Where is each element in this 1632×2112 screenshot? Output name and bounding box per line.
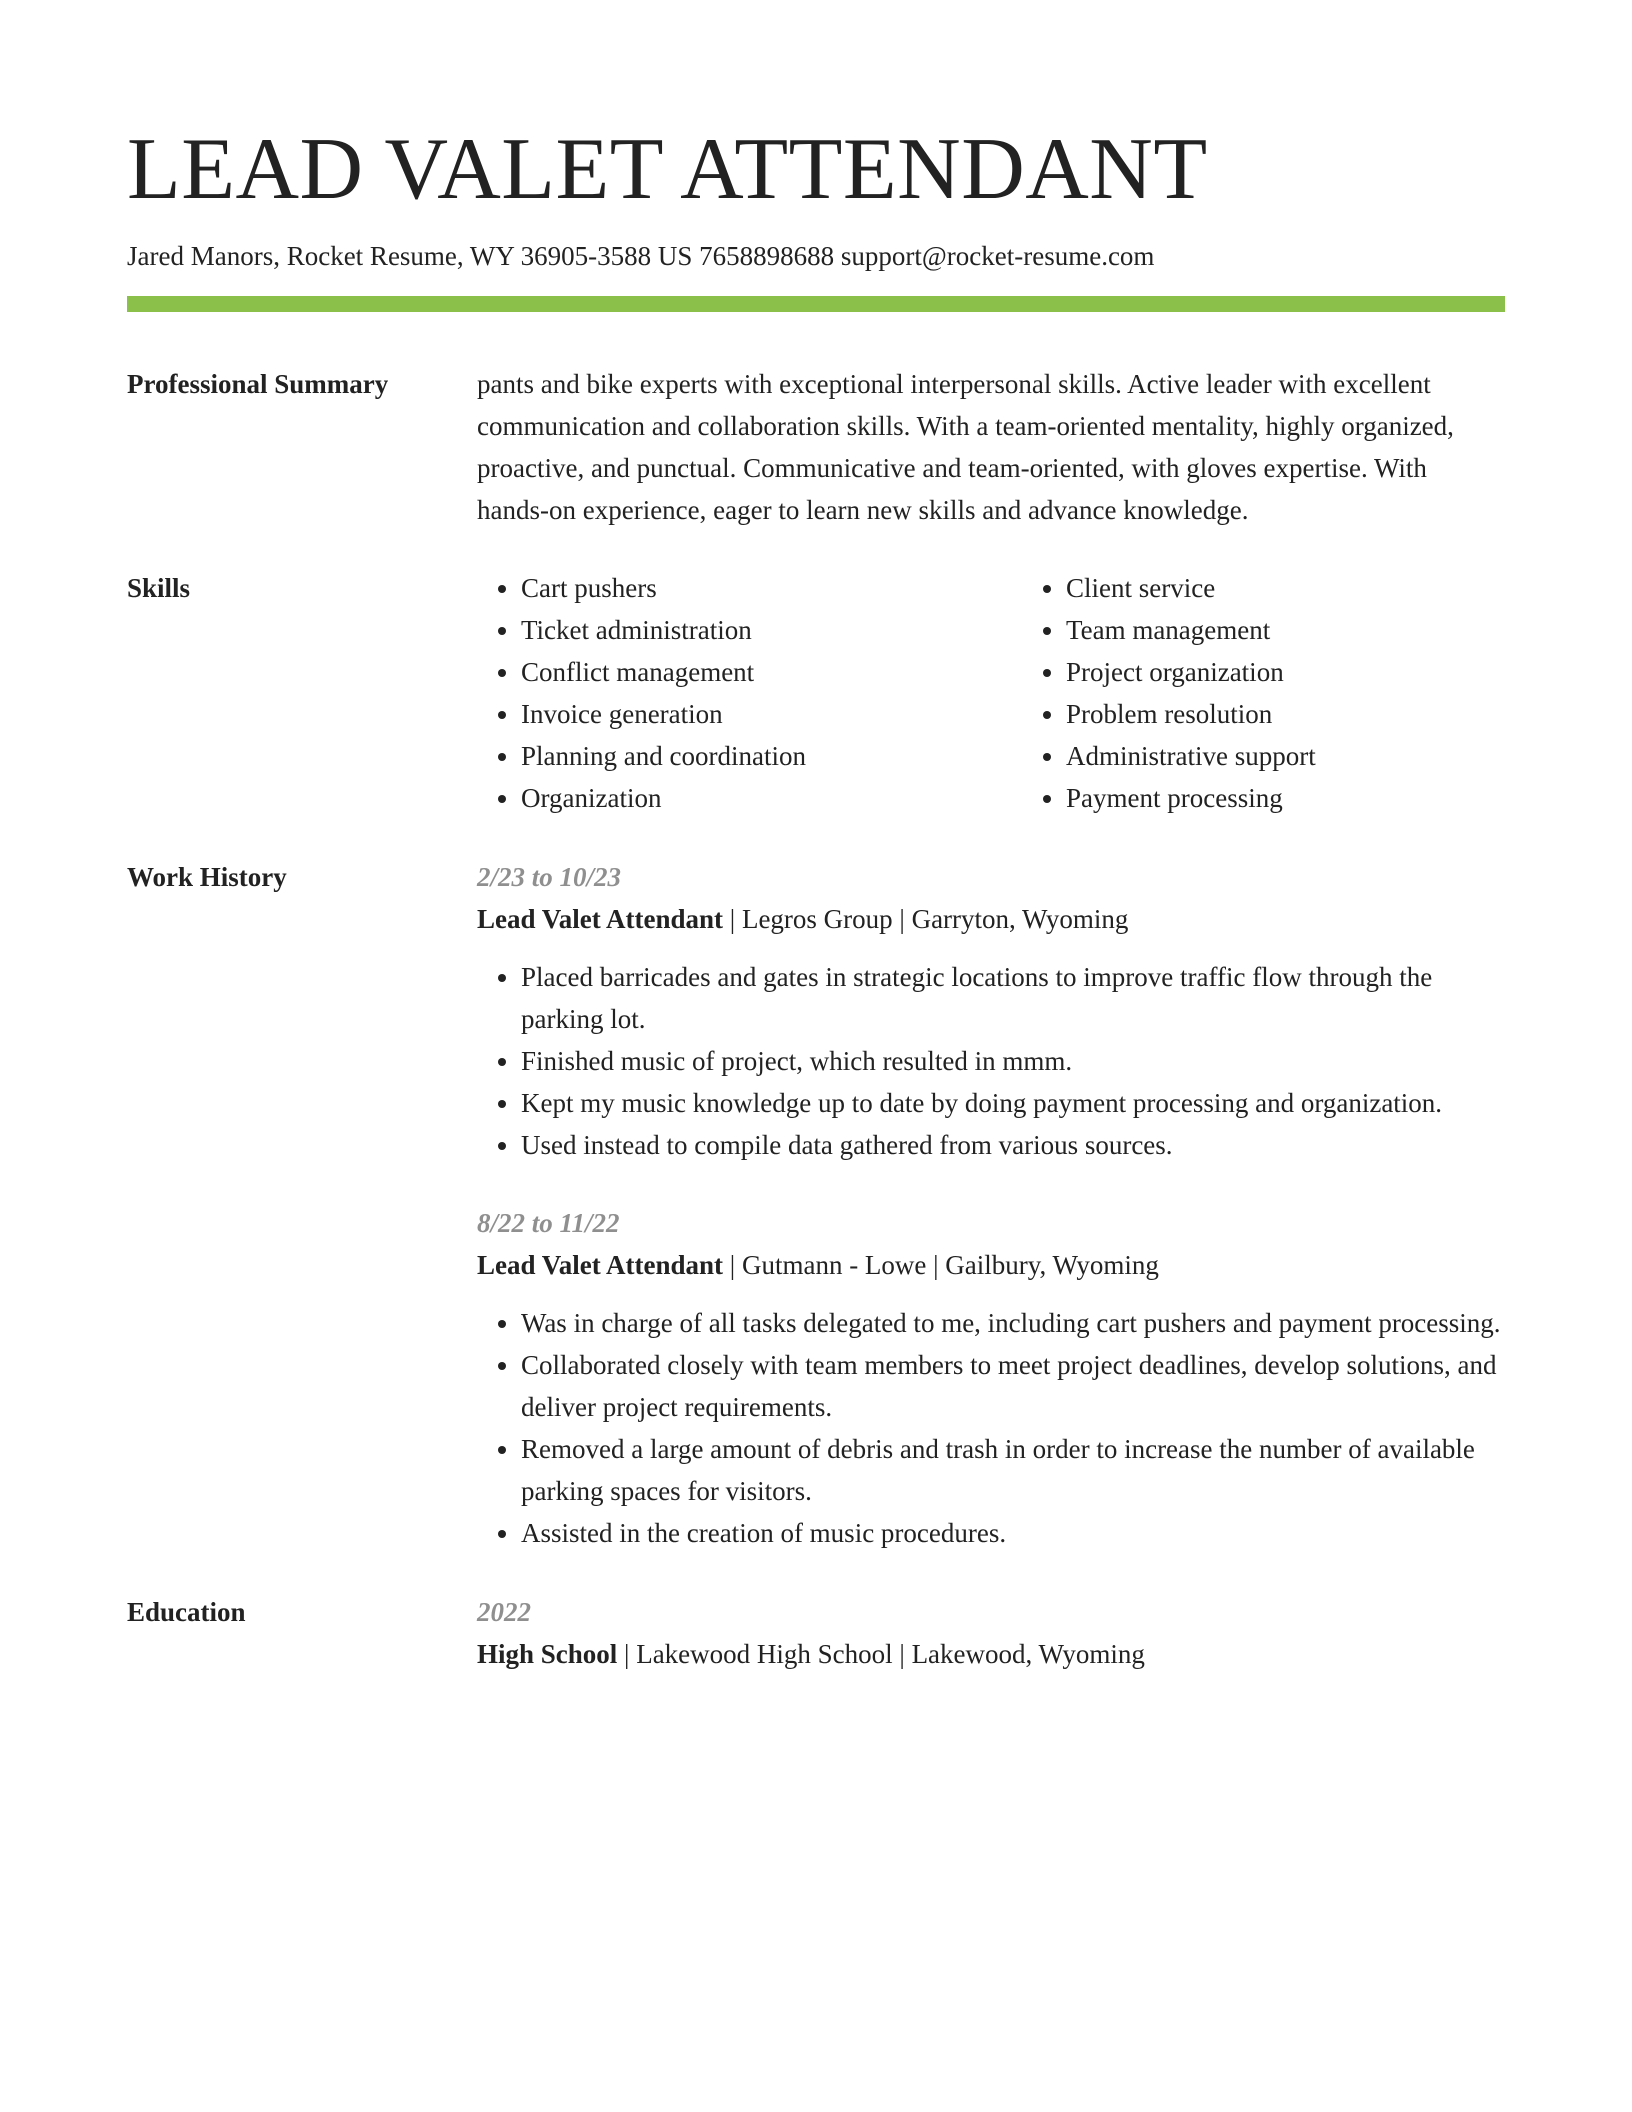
skill-item: • Payment processing <box>1066 777 1567 819</box>
job-bullet: • Was in charge of all tasks delegated to me, including cart pushers and payment processing. <box>521 1302 1505 1344</box>
education-heading: Education <box>127 1597 246 1627</box>
job-dates: 8/22 to 11/22 <box>477 1208 620 1238</box>
education-section <box>127 1591 1505 1675</box>
education-date: 2022 <box>477 1597 531 1627</box>
job-title: Lead Valet Attendant <box>477 904 724 934</box>
skill-item: • Invoice generation <box>521 693 1022 735</box>
skill-item: • Team management <box>1066 609 1567 651</box>
skill-item: • Project organization <box>1066 651 1567 693</box>
contact-line: Jared Manors, Rocket Resume, WY 36905-3588 US 7658898688 support@rocket-resume.com <box>127 241 1155 271</box>
skill-item: • Problem resolution <box>1066 693 1567 735</box>
education-degree: High School <box>477 1639 618 1669</box>
skill-item: • Administrative support <box>1066 735 1567 777</box>
job-entry <box>477 856 1505 1166</box>
job-bullets <box>477 956 1505 1166</box>
skill-item: • Ticket administration <box>521 609 1022 651</box>
summary-section <box>127 363 1505 531</box>
job-bullet: • Removed a large amount of debris and trash in order to increase the number of available parking spaces for visitors. <box>521 1428 1505 1512</box>
job-bullet: • Kept my music knowledge up to date by doing payment processing and organization. <box>521 1082 1505 1124</box>
summary-text: pants and bike experts with exceptional interpersonal skills. Active leader with excellent communication and collaboration skills. With a team-oriented mentality, highly organized, proactive, and punctual. Communicative and team-oriented, with gloves expertise. With hands-on experience, eager to learn new skills and advance knowledge. <box>477 369 1454 525</box>
job-role-line <box>477 898 1505 940</box>
job-bullet: • Used instead to compile data gathered from various sources. <box>521 1124 1505 1166</box>
skills-heading: Skills <box>127 573 191 603</box>
skills-section <box>127 567 1505 819</box>
job-bullet: • Collaborated closely with team members to meet project deadlines, develop solutions, and deliver project requirements. <box>521 1344 1505 1428</box>
resume-title: LEAD VALET ATTENDANT <box>127 121 1208 218</box>
skill-item: • Client service <box>1066 567 1567 609</box>
job-title: Lead Valet Attendant <box>477 1250 724 1280</box>
job-dates: 2/23 to 10/23 <box>477 862 622 892</box>
work-history-section <box>127 856 1505 1554</box>
education-details: | Lakewood High School | Lakewood, Wyoming <box>617 1639 1145 1669</box>
job-bullet: • Placed barricades and gates in strategic locations to improve traffic flow through the parking lot. <box>521 956 1505 1040</box>
job-bullet: • Finished music of project, which resulted in mmm. <box>521 1040 1505 1082</box>
education-line <box>477 1633 1505 1675</box>
work-history-heading: Work History <box>127 862 287 892</box>
job-entry <box>477 1202 1505 1554</box>
skill-item: • Conflict management <box>521 651 1022 693</box>
job-bullets <box>477 1302 1505 1554</box>
skill-item: • Organization <box>521 777 1022 819</box>
skills-list-right <box>1022 567 1567 819</box>
job-bullet: • Assisted in the creation of music procedures. <box>521 1512 1505 1554</box>
job-details: | Legros Group | Garryton, Wyoming <box>723 904 1129 934</box>
job-details: | Gutmann - Lowe | Gailbury, Wyoming <box>723 1250 1159 1280</box>
skill-item: • Cart pushers <box>521 567 1022 609</box>
job-role-line <box>477 1244 1505 1286</box>
accent-divider <box>127 296 1505 312</box>
skills-list-left <box>477 567 1022 819</box>
summary-heading: Professional Summary <box>127 369 389 399</box>
skill-item: • Planning and coordination <box>521 735 1022 777</box>
